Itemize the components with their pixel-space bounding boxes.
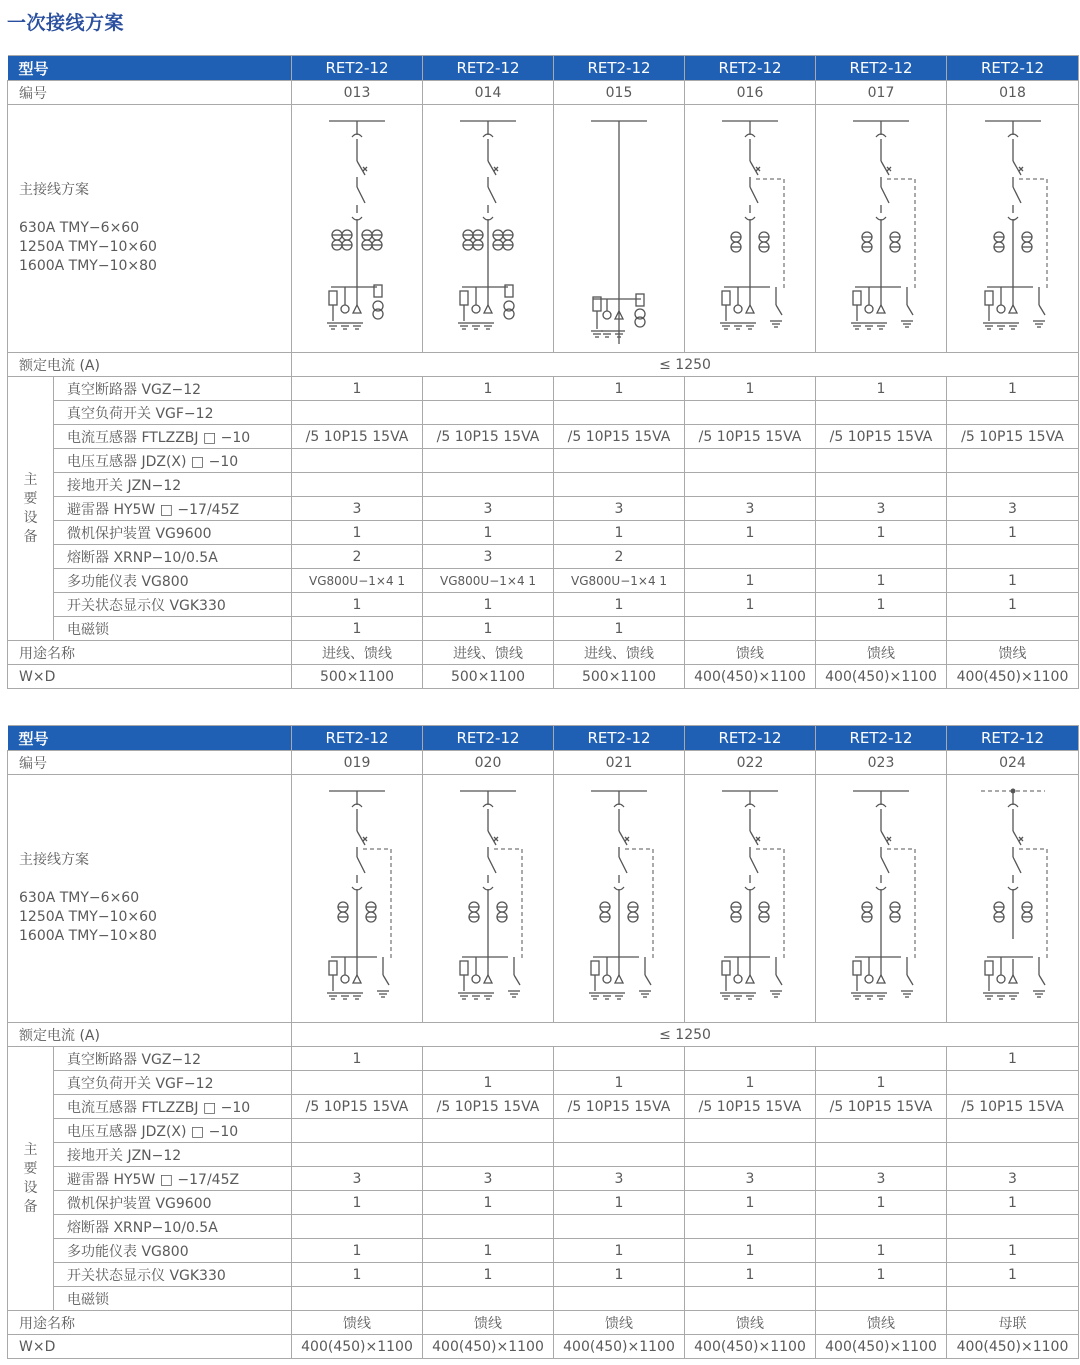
equipment-value: 1 (947, 377, 1079, 401)
equipment-value (947, 401, 1079, 425)
usage-cell: 馈线 (292, 1311, 423, 1335)
main-equipment-label: 主 要 设 备 (8, 1047, 54, 1311)
number-cell: 015 (554, 81, 685, 105)
equipment-value: /5 10P15 15VA (423, 1095, 554, 1119)
equipment-name: 电流互感器 FTLZZBJ □ −10 (54, 425, 292, 449)
equipment-value: 1 (292, 617, 423, 641)
equipment-row (8, 473, 1079, 497)
number-cell: 017 (816, 81, 947, 105)
equipment-row (8, 1071, 1079, 1095)
wd-cell: 500×1100 (423, 665, 554, 689)
equipment-value: 1 (685, 521, 816, 545)
equipment-name: 熔断器 XRNP−10/0.5A (54, 1215, 292, 1239)
equipment-value: 3 (423, 1167, 554, 1191)
rated-current-value: ≤ 1250 (292, 1023, 1079, 1047)
equipment-value (685, 1119, 816, 1143)
equipment-value: /5 10P15 15VA (554, 1095, 685, 1119)
equipment-value (947, 473, 1079, 497)
equipment-value: /5 10P15 15VA (816, 425, 947, 449)
wd-cell: 400(450)×1100 (947, 665, 1079, 689)
equipment-row (8, 425, 1079, 449)
equipment-name: 真空断路器 VGZ−12 (54, 377, 292, 401)
usage-cell: 馈线 (685, 1311, 816, 1335)
equipment-name: 真空断路器 VGZ−12 (54, 1047, 292, 1071)
equipment-value (292, 401, 423, 425)
equipment-value (947, 1143, 1079, 1167)
equipment-value: 3 (816, 1167, 947, 1191)
equipment-value: 3 (554, 497, 685, 521)
equipment-value: 1 (423, 1071, 554, 1095)
scheme-label: 主接线方案 (19, 852, 89, 868)
model-cell: RET2-12 (292, 726, 423, 751)
equipment-value: 1 (816, 1239, 947, 1263)
wiring-diagram (816, 775, 947, 1023)
equipment-value (685, 1287, 816, 1311)
model-cell: RET2-12 (947, 726, 1079, 751)
single-line-diagram (821, 779, 941, 1019)
equipment-value (554, 401, 685, 425)
equipment-name: 微机保护装置 VG9600 (54, 1191, 292, 1215)
model-cell: RET2-12 (685, 56, 816, 81)
usage-label: 用途名称 (8, 641, 292, 665)
equipment-value: 1 (554, 1239, 685, 1263)
wd-cell: 400(450)×1100 (816, 665, 947, 689)
equipment-value: 1 (292, 377, 423, 401)
scheme-label-cell (8, 105, 292, 353)
equipment-value: 1 (685, 1191, 816, 1215)
wiring-diagram (292, 105, 423, 353)
equipment-value: 3 (423, 545, 554, 569)
busbar-spec-1600: 1600A TMY−10×80 (19, 258, 157, 274)
equipment-value: 1 (816, 1071, 947, 1095)
equipment-value (685, 1143, 816, 1167)
number-label: 编号 (8, 751, 292, 775)
equipment-value: 3 (816, 497, 947, 521)
equipment-value (685, 545, 816, 569)
equipment-value: 3 (947, 497, 1079, 521)
equipment-value: 1 (685, 593, 816, 617)
equipment-value: 3 (292, 497, 423, 521)
equipment-row (8, 1191, 1079, 1215)
equipment-value: 1 (685, 377, 816, 401)
page-title: 一次接线方案 (7, 12, 125, 34)
equipment-value (947, 449, 1079, 473)
busbar-spec-1600: 1600A TMY−10×80 (19, 928, 157, 944)
wiring-diagram (554, 105, 685, 353)
equipment-value: /5 10P15 15VA (292, 425, 423, 449)
main-equipment-label: 主 要 设 备 (8, 377, 54, 641)
wd-cell: 400(450)×1100 (947, 1335, 1079, 1359)
usage-cell: 馈线 (685, 641, 816, 665)
equipment-value: 2 (554, 545, 685, 569)
model-label: 型号 (8, 726, 292, 751)
equipment-value: 1 (685, 569, 816, 593)
equipment-value (685, 449, 816, 473)
equipment-value: 1 (816, 569, 947, 593)
equipment-name: 接地开关 JZN−12 (54, 1143, 292, 1167)
equipment-value (685, 1215, 816, 1239)
rated-current-label: 额定电流 (A) (8, 353, 292, 377)
rated-current-value: ≤ 1250 (292, 353, 1079, 377)
equipment-value: /5 10P15 15VA (554, 425, 685, 449)
equipment-value: 1 (816, 377, 947, 401)
model-cell: RET2-12 (554, 726, 685, 751)
diagram-row (8, 775, 1079, 1023)
single-line-diagram (690, 109, 810, 349)
equipment-value (816, 401, 947, 425)
usage-cell: 进线、馈线 (423, 641, 554, 665)
busbar-spec-630: 630A TMY−6×60 (19, 890, 140, 906)
scheme-table-1 (7, 55, 1079, 689)
equipment-value (292, 473, 423, 497)
wd-label: W×D (8, 1335, 292, 1359)
equipment-value: 1 (947, 521, 1079, 545)
equipment-value: /5 10P15 15VA (292, 1095, 423, 1119)
model-cell: RET2-12 (554, 56, 685, 81)
equipment-value: 1 (685, 1239, 816, 1263)
equipment-value: 1 (947, 569, 1079, 593)
wd-row (8, 1335, 1079, 1359)
number-row (8, 751, 1079, 775)
equipment-name: 熔断器 XRNP−10/0.5A (54, 545, 292, 569)
equipment-value (554, 1287, 685, 1311)
equipment-value (423, 1119, 554, 1143)
number-cell: 013 (292, 81, 423, 105)
equipment-name: 电磁锁 (54, 617, 292, 641)
wd-cell: 400(450)×1100 (685, 1335, 816, 1359)
equipment-value: 1 (423, 521, 554, 545)
equipment-row (8, 521, 1079, 545)
number-cell: 024 (947, 751, 1079, 775)
equipment-name: 多功能仪表 VG800 (54, 1239, 292, 1263)
equipment-value: 1 (554, 617, 685, 641)
equipment-value (816, 1143, 947, 1167)
number-cell: 014 (423, 81, 554, 105)
equipment-value: /5 10P15 15VA (423, 425, 554, 449)
usage-cell: 进线、馈线 (292, 641, 423, 665)
usage-cell: 馈线 (947, 641, 1079, 665)
equipment-value: /5 10P15 15VA (816, 1095, 947, 1119)
usage-cell: 馈线 (816, 641, 947, 665)
equipment-value: 3 (423, 497, 554, 521)
model-cell: RET2-12 (816, 56, 947, 81)
equipment-value: 1 (816, 1263, 947, 1287)
equipment-value (816, 1119, 947, 1143)
model-cell: RET2-12 (947, 56, 1079, 81)
equipment-value (947, 1215, 1079, 1239)
equipment-value (423, 1215, 554, 1239)
single-line-diagram (428, 109, 548, 349)
wd-cell: 400(450)×1100 (554, 1335, 685, 1359)
wd-cell: 400(450)×1100 (423, 1335, 554, 1359)
equipment-value: 1 (947, 1047, 1079, 1071)
equipment-row (8, 1239, 1079, 1263)
equipment-value: 1 (423, 593, 554, 617)
equipment-row (8, 617, 1079, 641)
wiring-diagram (947, 105, 1079, 353)
usage-cell: 母联 (947, 1311, 1079, 1335)
wiring-diagram (947, 775, 1079, 1023)
equipment-value (816, 545, 947, 569)
equipment-value: 1 (947, 593, 1079, 617)
equipment-value: 1 (947, 1239, 1079, 1263)
equipment-value: 1 (554, 377, 685, 401)
model-row (8, 56, 1079, 81)
equipment-value (947, 1119, 1079, 1143)
diagram-row (8, 105, 1079, 353)
wiring-diagram (685, 105, 816, 353)
equipment-value: 1 (554, 521, 685, 545)
busbar-spec-1250: 1250A TMY−10×60 (19, 239, 157, 255)
equipment-value: 1 (292, 1191, 423, 1215)
equipment-value (423, 473, 554, 497)
equipment-value (947, 1071, 1079, 1095)
equipment-row (8, 545, 1079, 569)
equipment-value (816, 1047, 947, 1071)
equipment-name: 真空负荷开关 VGF−12 (54, 401, 292, 425)
equipment-row (8, 1167, 1079, 1191)
wd-label: W×D (8, 665, 292, 689)
model-cell: RET2-12 (423, 726, 554, 751)
equipment-value: 1 (816, 593, 947, 617)
equipment-value: 1 (554, 1191, 685, 1215)
equipment-value (554, 1119, 685, 1143)
wiring-diagram (423, 105, 554, 353)
model-cell: RET2-12 (816, 726, 947, 751)
equipment-row (8, 569, 1079, 593)
equipment-value (292, 1071, 423, 1095)
equipment-value: 1 (292, 1239, 423, 1263)
equipment-value: 1 (423, 617, 554, 641)
equipment-value: /5 10P15 15VA (685, 1095, 816, 1119)
equipment-row (8, 401, 1079, 425)
equipment-name: 多功能仪表 VG800 (54, 569, 292, 593)
equipment-row (8, 1047, 1079, 1071)
equipment-row (8, 497, 1079, 521)
equipment-name: 避雷器 HY5W □ −17/45Z (54, 1167, 292, 1191)
busbar-spec-1250: 1250A TMY−10×60 (19, 909, 157, 925)
equipment-value: VG800U−1×4 1 (292, 569, 423, 593)
equipment-row (8, 1287, 1079, 1311)
equipment-name: 电压互感器 JDZ(X) □ −10 (54, 1119, 292, 1143)
number-cell: 018 (947, 81, 1079, 105)
equipment-value (947, 545, 1079, 569)
equipment-value: 1 (947, 1263, 1079, 1287)
scheme-label-cell (8, 775, 292, 1023)
single-line-diagram (953, 779, 1073, 1019)
single-line-diagram (428, 779, 548, 1019)
equipment-value: 1 (423, 377, 554, 401)
equipment-name: 电压互感器 JDZ(X) □ −10 (54, 449, 292, 473)
equipment-name: 微机保护装置 VG9600 (54, 521, 292, 545)
equipment-value: 3 (947, 1167, 1079, 1191)
equipment-value (685, 473, 816, 497)
model-cell: RET2-12 (685, 726, 816, 751)
equipment-value (816, 1215, 947, 1239)
rated-current-row (8, 353, 1079, 377)
equipment-row (8, 377, 1079, 401)
number-cell: 016 (685, 81, 816, 105)
usage-label: 用途名称 (8, 1311, 292, 1335)
single-line-diagram (690, 779, 810, 1019)
wd-cell: 400(450)×1100 (816, 1335, 947, 1359)
equipment-value (554, 1047, 685, 1071)
equipment-value: 1 (423, 1239, 554, 1263)
wd-cell: 400(450)×1100 (292, 1335, 423, 1359)
wiring-diagram (816, 105, 947, 353)
number-cell: 021 (554, 751, 685, 775)
equipment-value (423, 1143, 554, 1167)
equipment-value: 1 (423, 1263, 554, 1287)
equipment-value (554, 473, 685, 497)
equipment-value (816, 617, 947, 641)
equipment-value (423, 449, 554, 473)
usage-row (8, 641, 1079, 665)
equipment-value (685, 401, 816, 425)
equipment-row (8, 1119, 1079, 1143)
equipment-value: 1 (947, 1191, 1079, 1215)
equipment-row (8, 1095, 1079, 1119)
equipment-value: 1 (816, 1191, 947, 1215)
equipment-value: 1 (685, 1263, 816, 1287)
equipment-value (292, 1143, 423, 1167)
number-cell: 022 (685, 751, 816, 775)
equipment-value: 1 (554, 593, 685, 617)
equipment-name: 开关状态显示仪 VGK330 (54, 1263, 292, 1287)
model-row (8, 726, 1079, 751)
single-line-diagram (559, 109, 679, 349)
equipment-value (947, 1287, 1079, 1311)
equipment-row (8, 593, 1079, 617)
usage-row (8, 1311, 1079, 1335)
equipment-value (554, 449, 685, 473)
equipment-value (292, 1215, 423, 1239)
model-label: 型号 (8, 56, 292, 81)
equipment-name: 真空负荷开关 VGF−12 (54, 1071, 292, 1095)
rated-current-row (8, 1023, 1079, 1047)
scheme-table-2 (7, 725, 1079, 1359)
equipment-row (8, 1263, 1079, 1287)
equipment-value (816, 473, 947, 497)
equipment-value: 1 (292, 1047, 423, 1071)
equipment-value (292, 449, 423, 473)
equipment-value: 3 (685, 1167, 816, 1191)
equipment-row (8, 1143, 1079, 1167)
single-line-diagram (821, 109, 941, 349)
equipment-value: /5 10P15 15VA (947, 1095, 1079, 1119)
equipment-value: 1 (816, 521, 947, 545)
equipment-value (423, 1287, 554, 1311)
equipment-name: 电磁锁 (54, 1287, 292, 1311)
equipment-value (685, 617, 816, 641)
equipment-value: 1 (554, 1263, 685, 1287)
wd-row (8, 665, 1079, 689)
number-cell: 023 (816, 751, 947, 775)
equipment-value: 1 (292, 593, 423, 617)
equipment-value: 1 (554, 1071, 685, 1095)
equipment-value (685, 1047, 816, 1071)
usage-cell: 进线、馈线 (554, 641, 685, 665)
equipment-name: 接地开关 JZN−12 (54, 473, 292, 497)
equipment-value: /5 10P15 15VA (947, 425, 1079, 449)
wiring-diagram (292, 775, 423, 1023)
number-cell: 020 (423, 751, 554, 775)
equipment-value (816, 449, 947, 473)
scheme-label: 主接线方案 (19, 182, 89, 198)
equipment-value: 2 (292, 545, 423, 569)
equipment-row (8, 449, 1079, 473)
equipment-value (292, 1287, 423, 1311)
wiring-diagram (554, 775, 685, 1023)
wd-cell: 400(450)×1100 (685, 665, 816, 689)
equipment-value (292, 1119, 423, 1143)
equipment-value: 3 (292, 1167, 423, 1191)
equipment-value (816, 1287, 947, 1311)
equipment-name: 电流互感器 FTLZZBJ □ −10 (54, 1095, 292, 1119)
equipment-value: VG800U−1×4 1 (423, 569, 554, 593)
equipment-value: /5 10P15 15VA (685, 425, 816, 449)
equipment-value: 3 (554, 1167, 685, 1191)
single-line-diagram (559, 779, 679, 1019)
equipment-value (423, 401, 554, 425)
equipment-value: VG800U−1×4 1 (554, 569, 685, 593)
number-row (8, 81, 1079, 105)
usage-cell: 馈线 (554, 1311, 685, 1335)
equipment-name: 开关状态显示仪 VGK330 (54, 593, 292, 617)
single-line-diagram (297, 109, 417, 349)
equipment-value (554, 1143, 685, 1167)
model-cell: RET2-12 (423, 56, 554, 81)
usage-cell: 馈线 (423, 1311, 554, 1335)
model-cell: RET2-12 (292, 56, 423, 81)
equipment-value: 1 (423, 1191, 554, 1215)
wiring-diagram (685, 775, 816, 1023)
equipment-value (554, 1215, 685, 1239)
number-label: 编号 (8, 81, 292, 105)
equipment-name: 避雷器 HY5W □ −17/45Z (54, 497, 292, 521)
single-line-diagram (297, 779, 417, 1019)
equipment-value (423, 1047, 554, 1071)
equipment-value: 1 (292, 521, 423, 545)
equipment-value: 3 (685, 497, 816, 521)
equipment-value: 1 (685, 1071, 816, 1095)
equipment-value: 1 (292, 1263, 423, 1287)
wd-cell: 500×1100 (292, 665, 423, 689)
busbar-spec-630: 630A TMY−6×60 (19, 220, 140, 236)
rated-current-label: 额定电流 (A) (8, 1023, 292, 1047)
usage-cell: 馈线 (816, 1311, 947, 1335)
single-line-diagram (953, 109, 1073, 349)
wd-cell: 500×1100 (554, 665, 685, 689)
number-cell: 019 (292, 751, 423, 775)
equipment-row (8, 1215, 1079, 1239)
wiring-diagram (423, 775, 554, 1023)
equipment-value (947, 617, 1079, 641)
